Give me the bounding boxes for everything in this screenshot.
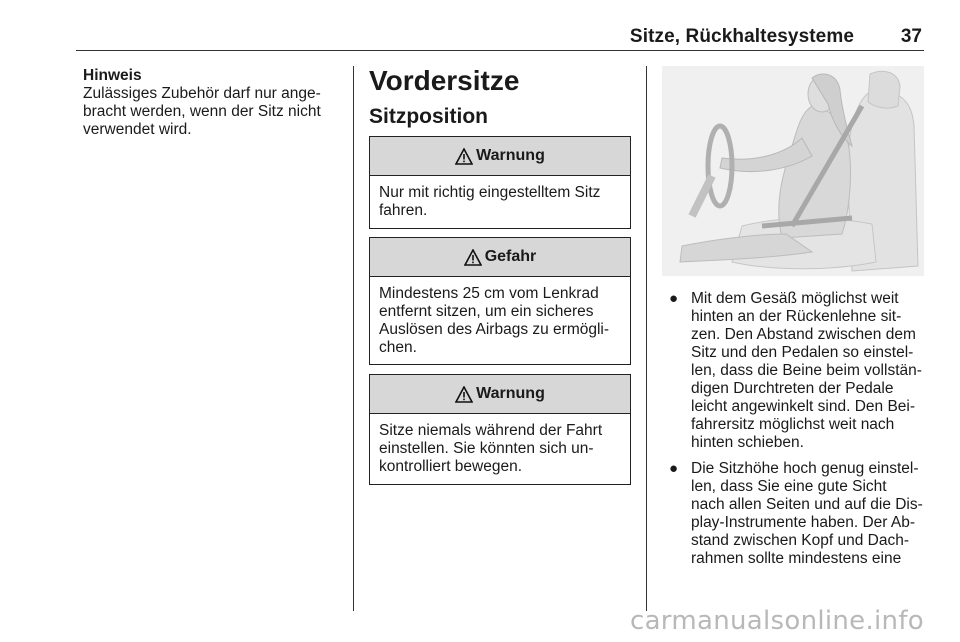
- warning-line: Sitze niemals während der Fahrt: [379, 422, 603, 439]
- warning-header: [370, 375, 630, 414]
- driver-seat-illustration: [662, 66, 924, 276]
- watermark: carmanualsonline.info: [629, 606, 924, 636]
- danger-text: [370, 277, 630, 365]
- note-line: Zulässiges Zubehör darf nur ange-: [83, 85, 321, 102]
- list-line: fahrersitz möglichst weit nach: [691, 416, 895, 433]
- list-line: rahmen sollte mindestens eine: [691, 550, 902, 567]
- list-line: nach allen Seiten und auf die Dis-: [691, 496, 923, 513]
- warning-box: [369, 136, 631, 229]
- warning-header: [370, 137, 630, 176]
- list-line: Mit dem Gesäß möglichst weit: [691, 290, 899, 307]
- warning-label: Warnung: [476, 147, 545, 164]
- warning-line: Nur mit richtig eingestelltem Sitz: [379, 184, 601, 201]
- list-line: Die Sitzhöhe hoch genug einstel-: [691, 460, 919, 477]
- column-divider: [646, 66, 647, 611]
- list-line: stand zwischen Kopf und Dach-: [691, 532, 909, 549]
- list-line: leicht angewinkelt sind. Den Bei-: [691, 398, 916, 415]
- warning-triangle-icon: [464, 249, 482, 266]
- list-line: len, dass Sie eine gute Sicht: [691, 478, 887, 495]
- danger-box: [369, 237, 631, 365]
- warning-box: [369, 374, 631, 485]
- list-line: len, dass die Beine beim vollstän-: [691, 362, 922, 379]
- danger-line: chen.: [379, 339, 417, 356]
- warning-triangle-icon: [455, 148, 473, 165]
- bullet-icon: ●: [669, 290, 679, 307]
- warning-label: Warnung: [476, 385, 545, 402]
- danger-line: entfernt sitzen, um ein sicheres: [379, 303, 594, 320]
- warning-line: einstellen. Sie könnten sich un-: [379, 440, 594, 457]
- list-item: [664, 290, 926, 452]
- bullet-icon: ●: [669, 460, 679, 477]
- seating-position-illustration: [662, 66, 924, 276]
- list-line: digen Durchtreten der Pedale: [691, 380, 894, 397]
- warning-triangle-icon: [455, 386, 473, 403]
- note-title: Hinweis: [83, 67, 142, 84]
- note-line: verwendet wird.: [83, 121, 192, 138]
- danger-label: Gefahr: [484, 248, 537, 265]
- list-line: play-Instrumente haben. Der Ab-: [691, 514, 916, 531]
- section-title: Vordersitze: [369, 65, 520, 96]
- note-block: [83, 67, 345, 139]
- list-item: [664, 460, 926, 568]
- column-divider: [353, 66, 354, 611]
- warning-line: fahren.: [379, 202, 428, 219]
- page-header: [76, 22, 924, 48]
- page-number: 37: [900, 26, 922, 47]
- danger-header: [370, 238, 630, 277]
- list-line: hinten an der Rückenlehne sit-: [691, 308, 902, 325]
- list-line: zen. Den Abstand zwischen dem: [691, 326, 916, 343]
- note-line: bracht werden, wenn der Sitz nicht: [83, 103, 321, 120]
- danger-line: Auslösen des Airbags zu ermögli-: [379, 321, 610, 338]
- section-heading: [369, 64, 631, 130]
- header-rule: [76, 50, 924, 51]
- section-subtitle: Sitzposition: [369, 105, 488, 128]
- warning-text: [370, 414, 630, 484]
- list-line: Sitz und den Pedalen so einstel-: [691, 344, 914, 361]
- danger-line: Mindestens 25 cm vom Lenkrad: [379, 285, 599, 302]
- instruction-list: [664, 290, 926, 576]
- warning-text: [370, 176, 630, 228]
- list-line: hinten schieben.: [691, 434, 804, 451]
- header-title: Sitze, Rückhaltesysteme: [629, 26, 854, 47]
- warning-line: kontrolliert bewegen.: [379, 458, 523, 475]
